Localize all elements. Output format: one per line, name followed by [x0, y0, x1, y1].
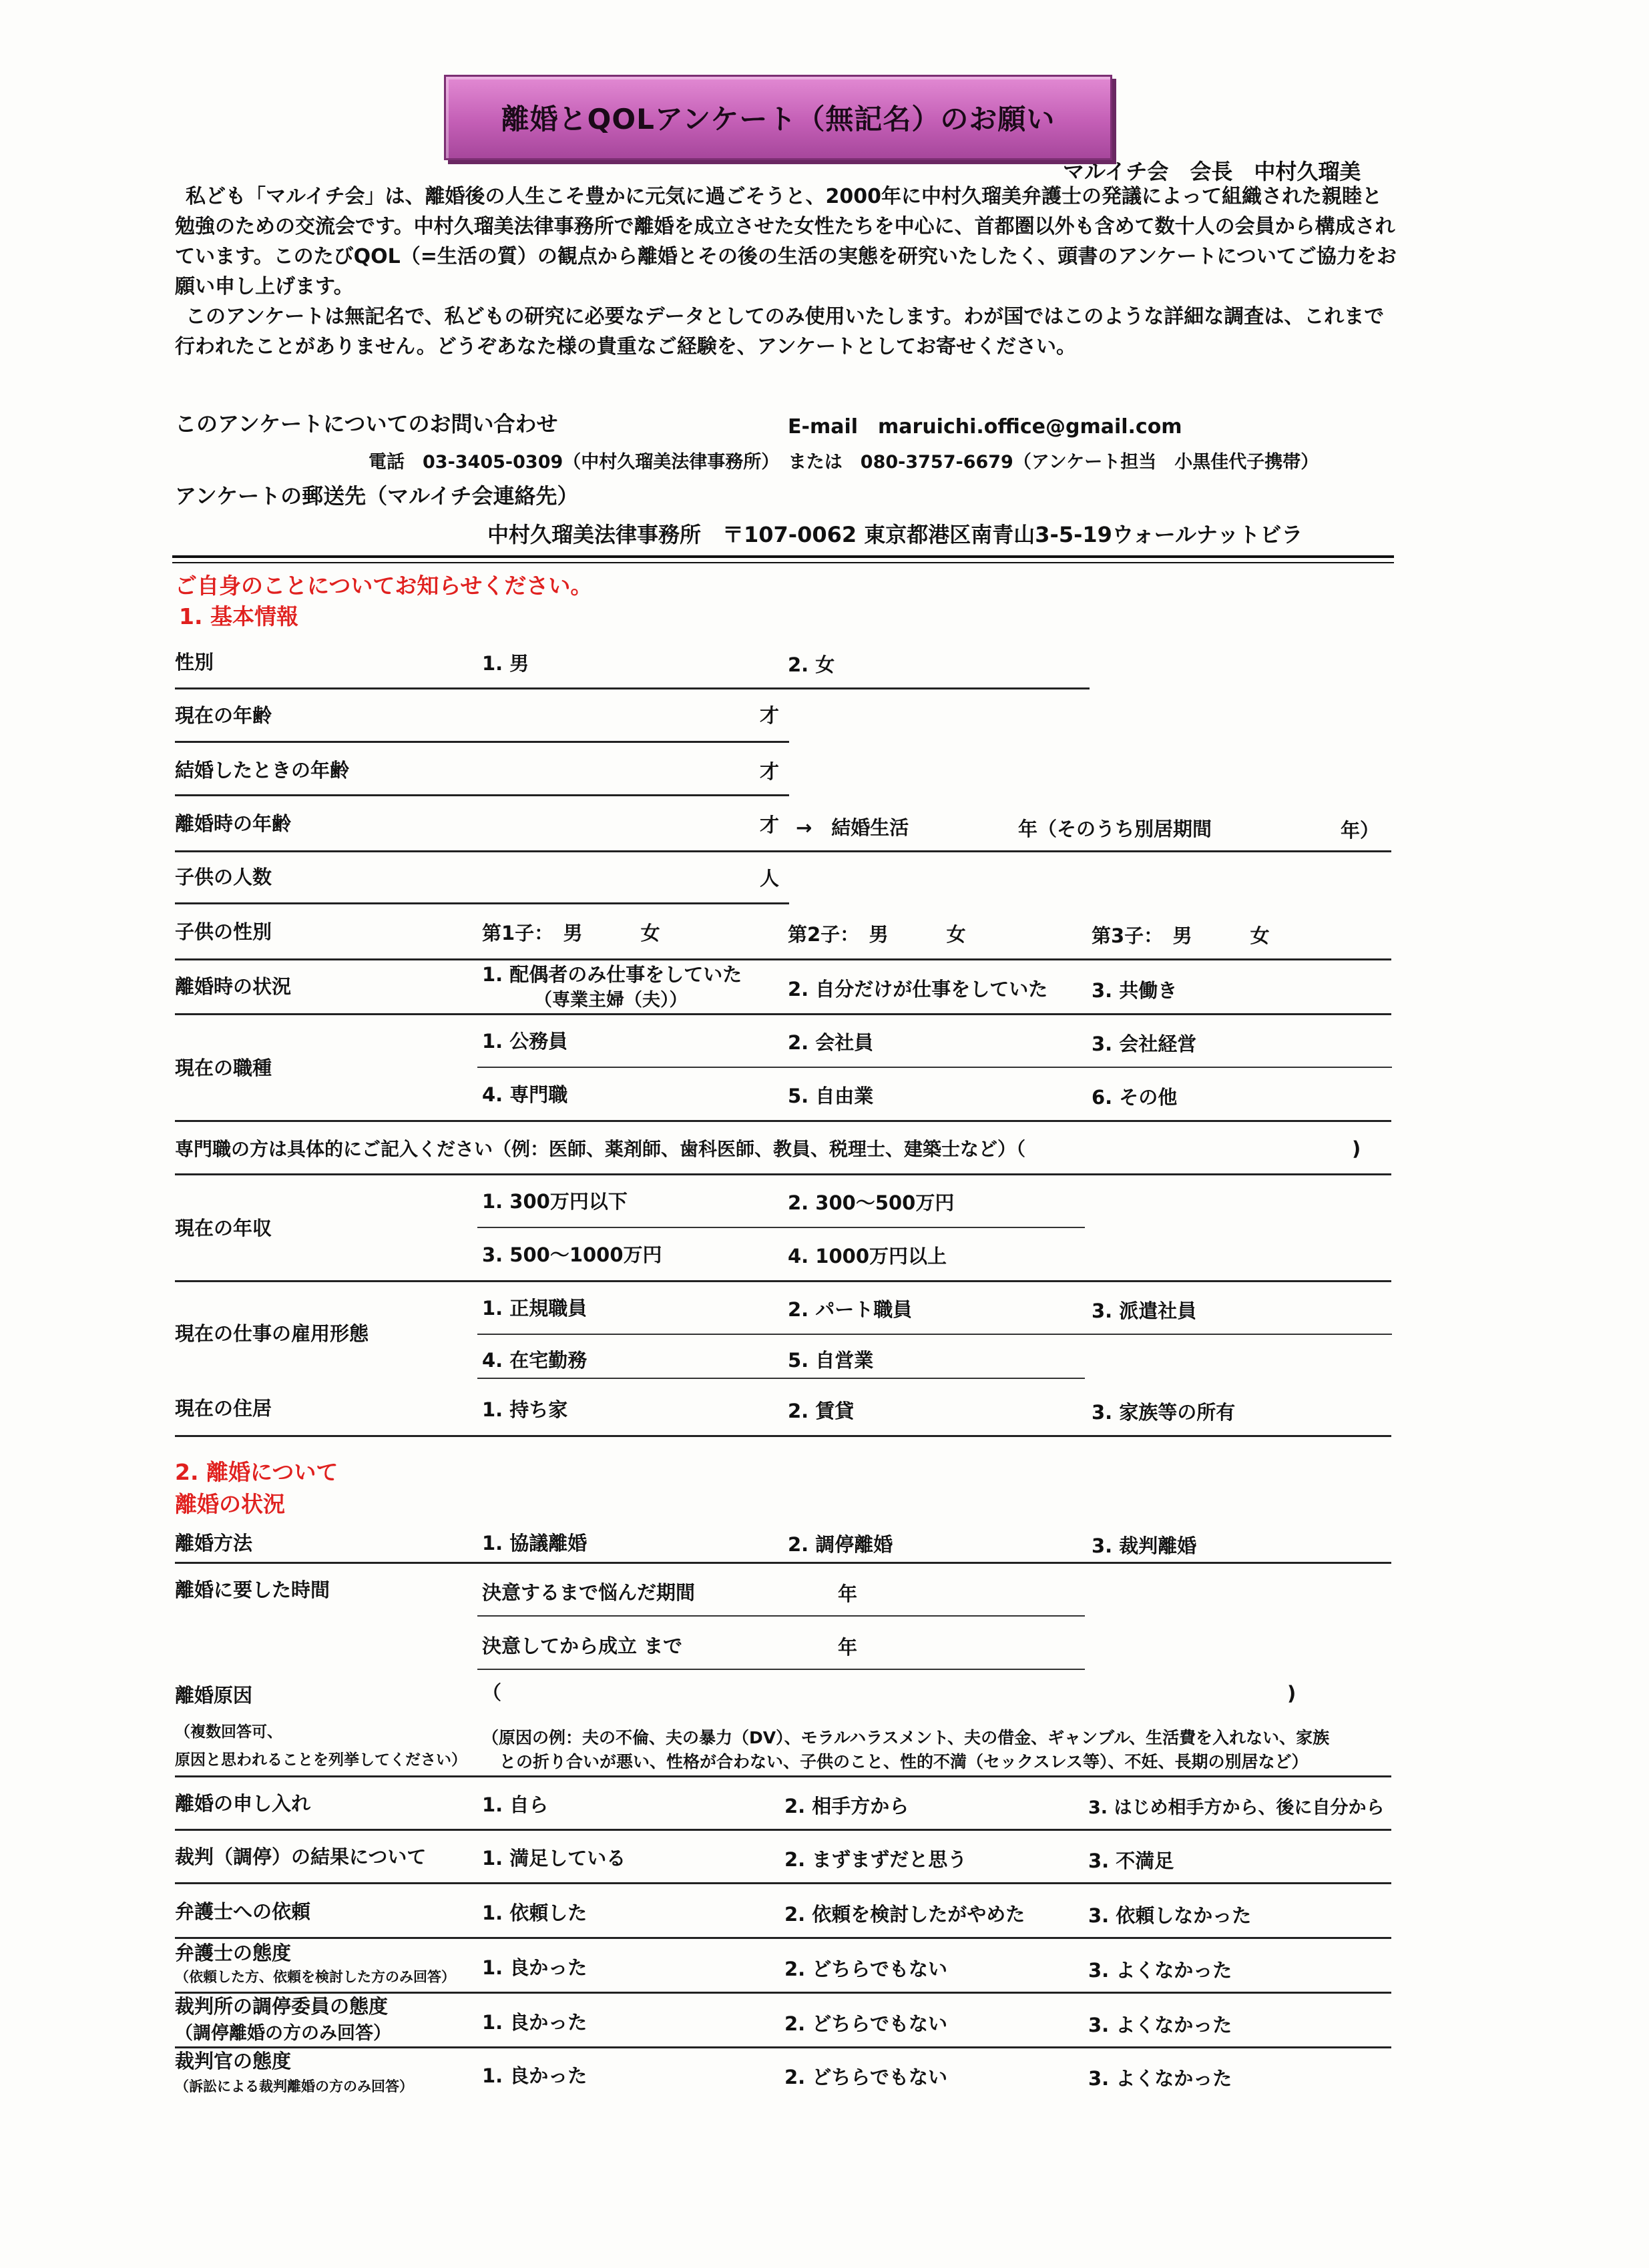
employment-opt5[interactable]: 5. 自営業: [788, 1349, 874, 1372]
sex-female[interactable]: 2. 女: [788, 653, 835, 676]
residence-opt2[interactable]: 2. 賃貸: [788, 1400, 855, 1422]
mail-label: アンケートの郵送先（マルイチ会連絡先）: [175, 483, 579, 509]
cause-sub2: 原因と思われることを列挙してください）: [175, 1751, 467, 1769]
row-line: [175, 1120, 1391, 1122]
age-divorce-label: 離婚時の年齢: [175, 812, 292, 835]
time-deliberation: 決意するまで悩んだ期間: [482, 1581, 696, 1604]
judge-attitude-opt1[interactable]: 1. 良かった: [482, 2064, 587, 2087]
cause-examples-1: （原因の例：夫の不倫、夫の暴力（DV）、モラルハラスメント、夫の借金、ギャンブル、生活費を入れない、家族: [482, 1728, 1330, 1747]
time-to-finalize: 決意してから成立 まで: [482, 1635, 683, 1657]
divider-top-2: [172, 562, 1394, 563]
mediator-attitude-opt2[interactable]: 2. どちらでもない: [784, 2012, 948, 2035]
row-line: [175, 850, 1391, 852]
row-line: [175, 1882, 1391, 1884]
row-line: [175, 1937, 1391, 1939]
lawyer-attitude-opt2[interactable]: 2. どちらでもない: [784, 1958, 948, 1980]
lawyer-request-opt2[interactable]: 2. 依頼を検討したがやめた: [784, 1903, 1025, 1926]
mail-address: 中村久瑠美法律事務所 〒107-0062 東京都港区南青山3-5-19ウォールナットビラ: [487, 522, 1303, 547]
mediator-attitude-opt3[interactable]: 3. よくなかった: [1088, 2014, 1232, 2036]
residence-label: 現在の住居: [175, 1397, 272, 1420]
row-subline: [477, 1227, 1085, 1228]
method-opt3[interactable]: 3. 裁判離婚: [1092, 1534, 1197, 1557]
specialist-label: 専門職の方は具体的にご記入ください（例：医師、薬剤師、歯科医師、教員、税理士、建築士など）（: [175, 1138, 1026, 1160]
row-subline: [477, 1615, 1085, 1617]
child3-sex[interactable]: 第3子： 男 女: [1092, 924, 1270, 947]
situation-opt3[interactable]: 3. 共働き: [1092, 979, 1178, 1002]
divider-top: [172, 555, 1394, 558]
time-to-finalize-unit: 年: [838, 1636, 858, 1659]
row-line: [175, 1173, 1391, 1175]
separation-years-end: 年）: [1341, 819, 1380, 842]
child2-sex[interactable]: 第2子： 男 女: [788, 923, 966, 946]
age-divorce-unit: 才: [760, 814, 780, 836]
method-opt1[interactable]: 1. 協議離婚: [482, 1532, 587, 1554]
row-line: [175, 902, 789, 904]
residence-opt1[interactable]: 1. 持ち家: [482, 1398, 568, 1421]
income-opt3[interactable]: 3. 500～1000万円: [482, 1243, 662, 1266]
occupation-opt5[interactable]: 5. 自由業: [788, 1085, 874, 1107]
method-opt2[interactable]: 2. 調停離婚: [788, 1533, 893, 1556]
lawyer-request-opt3[interactable]: 3. 依頼しなかった: [1088, 1904, 1252, 1927]
contact-email: E-mail maruichi.office@gmail.com: [788, 415, 1182, 439]
children-count-unit: 人: [760, 867, 780, 890]
signer: マルイチ会 会長 中村久瑠美: [1063, 159, 1361, 184]
judge-attitude-label: 裁判官の態度: [175, 2050, 292, 2072]
lawyer-attitude-sub: （依頼した方、依頼を検討した方のみ回答）: [175, 1969, 455, 1985]
contact-phone: 電話 03-3405-0309（中村久瑠美法律事務所） または 080-3757-6679（アンケート担当 小黒佳代子携帯）: [369, 452, 1319, 473]
row-line: [175, 687, 1090, 689]
sex-male[interactable]: 1. 男: [482, 652, 529, 675]
age-now-unit: 才: [760, 704, 780, 727]
proposal-opt3[interactable]: 3. はじめ相手方から、後に自分から: [1088, 1797, 1385, 1818]
cause-open-paren: （: [482, 1681, 502, 1704]
section2-subheading: 離婚の状況: [175, 1491, 285, 1517]
lawyer-attitude-opt3[interactable]: 3. よくなかった: [1088, 1959, 1232, 1982]
section1-heading: 1. 基本情報: [179, 603, 298, 629]
age-married-unit: 才: [760, 760, 780, 783]
situation-label: 離婚時の状況: [175, 975, 292, 998]
time-deliberation-unit: 年: [838, 1583, 858, 1605]
intro-paragraph-2: このアンケートは無記名で、私どもの研究に必要なデータとしてのみ使用いたします。わが国ではこのような詳細な調査は、これまで行われたことがありません。どうぞあなた様の貴重なご経験を、アンケートとしてお寄せください。: [175, 305, 1385, 358]
title-banner: [444, 75, 1112, 160]
occupation-opt1[interactable]: 1. 公務員: [482, 1030, 568, 1053]
intro-paragraph-1: 私ども「マルイチ会」は、離婚後の人生こそ豊かに元気に過ごそうと、2000年に中村久瑠美弁護士の発議によって組織された親睦と勉強のための交流会です。中村久瑠美法律事務所で離婚を成立させた女性たちを中心に、首都圏以外も含めて数十人の会員から構成されています。このたびQOL（=生活の質）の観点から離婚とその後の生活の実態を研究いたしたく、頭書のアンケートについてご協力をお願い申し上げます。: [175, 185, 1397, 298]
cause-examples-2: との折り合いが悪い、性格が合わない、子供のこと、性的不満（セックスレス等）、不妊、長期の別居など）: [499, 1752, 1309, 1771]
occupation-label: 現在の職種: [175, 1057, 272, 1079]
section1-intro: ご自身のことについてお知らせください。: [175, 573, 593, 599]
result-opt1[interactable]: 1. 満足している: [482, 1847, 626, 1870]
row-subline: [477, 1378, 1085, 1379]
mediator-attitude-sub: （調停離婚の方のみ回答）: [175, 2023, 391, 2044]
situation-opt2[interactable]: 2. 自分だけが仕事をしていた: [788, 978, 1048, 1001]
situation-opt1b: （専業主婦（夫））: [534, 990, 688, 1011]
judge-attitude-opt2[interactable]: 2. どちらでもない: [784, 2066, 948, 2088]
row-subline: [477, 1669, 1085, 1670]
age-married-label: 結婚したときの年齢: [175, 759, 350, 782]
income-opt4[interactable]: 4. 1000万円以上: [788, 1245, 947, 1267]
lawyer-attitude-opt1[interactable]: 1. 良かった: [482, 1956, 587, 1979]
intro-text: [175, 182, 1397, 362]
occupation-opt4[interactable]: 4. 専門職: [482, 1083, 568, 1106]
cause-label: 離婚原因: [175, 1684, 253, 1707]
income-label: 現在の年収: [175, 1217, 272, 1239]
employment-label: 現在の仕事の雇用形態: [175, 1322, 369, 1345]
judge-attitude-sub: （訴訟による裁判離婚の方のみ回答）: [175, 2078, 413, 2094]
row-line: [175, 1013, 1391, 1015]
row-subline: [477, 1334, 1392, 1335]
children-sex-label: 子供の性別: [175, 920, 272, 943]
occupation-opt3[interactable]: 3. 会社経営: [1092, 1033, 1197, 1055]
row-line: [175, 958, 1391, 960]
marriage-duration-label: → 結婚生活: [796, 816, 909, 839]
page-title: 離婚とQOLアンケート（無記名）のお願い: [501, 103, 1055, 135]
time-label: 離婚に要した時間: [175, 1579, 330, 1601]
cause-close-paren: ): [1287, 1682, 1297, 1705]
result-opt2[interactable]: 2. まずまずだと思う: [784, 1848, 967, 1871]
employment-opt3[interactable]: 3. 派遣社員: [1092, 1300, 1197, 1322]
mediator-attitude-opt1[interactable]: 1. 良かった: [482, 2011, 587, 2034]
result-label: 裁判（調停）の結果について: [175, 1846, 427, 1868]
child1-sex[interactable]: 第1子： 男 女: [482, 922, 660, 944]
lawyer-request-label: 弁護士への依頼: [175, 1900, 311, 1923]
proposal-opt2[interactable]: 2. 相手方から: [784, 1795, 909, 1817]
employment-opt2[interactable]: 2. パート職員: [788, 1298, 913, 1321]
section2-heading: 2. 離婚について: [175, 1459, 338, 1485]
row-line: [175, 1280, 1391, 1282]
sex-label: 性別: [175, 651, 214, 673]
judge-attitude-opt3[interactable]: 3. よくなかった: [1088, 2067, 1232, 2090]
proposal-label: 離婚の申し入れ: [175, 1792, 311, 1815]
separation-label: 年（そのうち別居期間: [1018, 818, 1212, 840]
children-count-label: 子供の人数: [175, 866, 272, 888]
employment-opt4[interactable]: 4. 在宅勤務: [482, 1349, 587, 1372]
proposal-opt1[interactable]: 1. 自ら: [482, 1793, 549, 1816]
row-line: [175, 1829, 1391, 1831]
row-line: [175, 741, 789, 743]
row-line: [175, 794, 789, 796]
situation-opt1a[interactable]: 1. 配偶者のみ仕事をしていた: [482, 963, 742, 986]
employment-opt1[interactable]: 1. 正規職員: [482, 1297, 587, 1320]
row-line: [175, 2046, 1391, 2048]
row-line: [175, 1775, 1391, 1777]
income-opt2[interactable]: 2. 300～500万円: [788, 1191, 955, 1214]
cause-sub1: （複数回答可、: [175, 1723, 282, 1741]
residence-opt3[interactable]: 3. 家族等の所有: [1092, 1401, 1236, 1424]
lawyer-request-opt1[interactable]: 1. 依頼した: [482, 1902, 587, 1924]
row-subline: [477, 1067, 1392, 1068]
row-line: [175, 1435, 1391, 1437]
inquiry-label: このアンケートについてのお問い合わせ: [175, 411, 558, 437]
method-label: 離婚方法: [175, 1532, 253, 1554]
age-now-label: 現在の年齢: [175, 704, 272, 727]
mediator-attitude-label: 裁判所の調停委員の態度: [175, 1995, 389, 2018]
lawyer-attitude-label: 弁護士の態度: [175, 1942, 292, 1964]
income-opt1[interactable]: 1. 300万円以下: [482, 1190, 628, 1213]
result-opt3[interactable]: 3. 不満足: [1088, 1850, 1174, 1872]
specialist-close: ): [1352, 1137, 1361, 1160]
occupation-opt2[interactable]: 2. 会社員: [788, 1031, 874, 1054]
row-line: [175, 1562, 1391, 1564]
occupation-opt6[interactable]: 6. その他: [1092, 1086, 1178, 1109]
